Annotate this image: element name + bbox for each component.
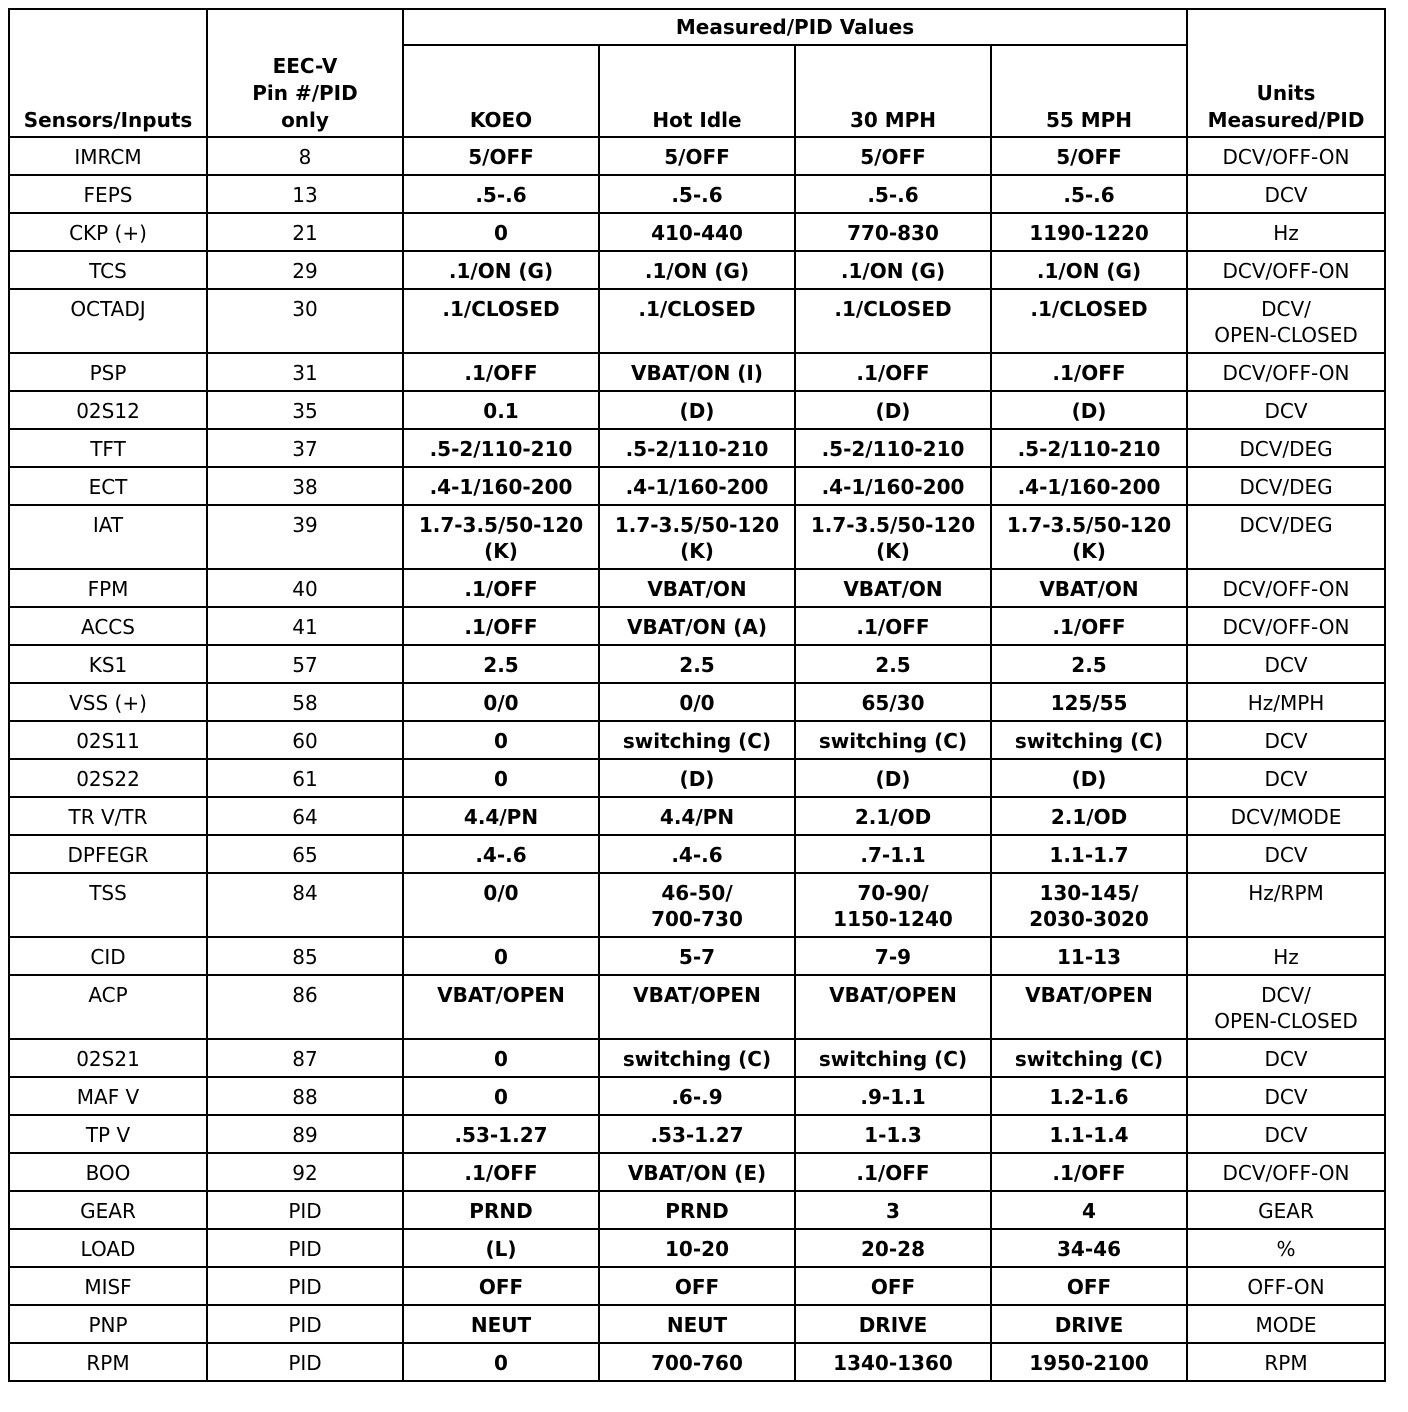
table-row bbox=[9, 1267, 1385, 1305]
cell-pin: PID bbox=[207, 1343, 403, 1381]
cell-30-mph: .1/OFF bbox=[795, 607, 991, 645]
cell-sensor: 02S22 bbox=[9, 759, 207, 797]
cell-55-mph: .1/OFF bbox=[991, 607, 1187, 645]
cell-hot-idle: 700-760 bbox=[599, 1343, 795, 1381]
cell-koeo: VBAT/OPEN bbox=[403, 975, 599, 1039]
cell-koeo: .1/ON (G) bbox=[403, 251, 599, 289]
cell-sensor: TR V/TR bbox=[9, 797, 207, 835]
cell-30-mph: 1340-1360 bbox=[795, 1343, 991, 1381]
table-row bbox=[9, 645, 1385, 683]
cell-units: DCV/OFF-ON bbox=[1187, 137, 1385, 175]
cell-units: DCV bbox=[1187, 1077, 1385, 1115]
cell-units: DCV/OFF-ON bbox=[1187, 1153, 1385, 1191]
cell-55-mph: .1/ON (G) bbox=[991, 251, 1187, 289]
cell-units: DCV/DEG bbox=[1187, 505, 1385, 569]
cell-55-mph: .5-.6 bbox=[991, 175, 1187, 213]
cell-units: DCV/OFF-ON bbox=[1187, 569, 1385, 607]
cell-koeo: 4.4/PN bbox=[403, 797, 599, 835]
cell-sensor: PSP bbox=[9, 353, 207, 391]
cell-30-mph: OFF bbox=[795, 1267, 991, 1305]
cell-sensor: LOAD bbox=[9, 1229, 207, 1267]
cell-hot-idle: 46-50/ 700-730 bbox=[599, 873, 795, 937]
cell-sensor: RPM bbox=[9, 1343, 207, 1381]
cell-koeo: .4-1/160-200 bbox=[403, 467, 599, 505]
cell-sensor: KS1 bbox=[9, 645, 207, 683]
cell-sensor: TFT bbox=[9, 429, 207, 467]
cell-55-mph: 4 bbox=[991, 1191, 1187, 1229]
cell-koeo: 2.5 bbox=[403, 645, 599, 683]
cell-pin: 88 bbox=[207, 1077, 403, 1115]
cell-units: DCV/OFF-ON bbox=[1187, 607, 1385, 645]
cell-sensor: TCS bbox=[9, 251, 207, 289]
cell-units: DCV bbox=[1187, 759, 1385, 797]
cell-koeo: 0/0 bbox=[403, 683, 599, 721]
pid-values-table-container bbox=[8, 8, 1384, 1382]
cell-sensor: FEPS bbox=[9, 175, 207, 213]
cell-pin: 84 bbox=[207, 873, 403, 937]
cell-sensor: IAT bbox=[9, 505, 207, 569]
cell-hot-idle: 5/OFF bbox=[599, 137, 795, 175]
cell-units: DCV/MODE bbox=[1187, 797, 1385, 835]
cell-30-mph: 1-1.3 bbox=[795, 1115, 991, 1153]
cell-sensor: TSS bbox=[9, 873, 207, 937]
cell-hot-idle: switching (C) bbox=[599, 1039, 795, 1077]
cell-55-mph: OFF bbox=[991, 1267, 1187, 1305]
cell-30-mph: .4-1/160-200 bbox=[795, 467, 991, 505]
cell-hot-idle: .4-1/160-200 bbox=[599, 467, 795, 505]
cell-pin: 85 bbox=[207, 937, 403, 975]
cell-55-mph: switching (C) bbox=[991, 1039, 1187, 1077]
cell-pin: 58 bbox=[207, 683, 403, 721]
cell-30-mph: .1/ON (G) bbox=[795, 251, 991, 289]
table-row bbox=[9, 213, 1385, 251]
cell-55-mph: (D) bbox=[991, 759, 1187, 797]
table-row bbox=[9, 289, 1385, 353]
cell-units: DCV bbox=[1187, 1039, 1385, 1077]
cell-pin: 57 bbox=[207, 645, 403, 683]
cell-units: DCV bbox=[1187, 721, 1385, 759]
table-row bbox=[9, 607, 1385, 645]
table-row bbox=[9, 835, 1385, 873]
cell-koeo: .5-2/110-210 bbox=[403, 429, 599, 467]
cell-pin: 41 bbox=[207, 607, 403, 645]
cell-sensor: 02S12 bbox=[9, 391, 207, 429]
cell-30-mph: .7-1.1 bbox=[795, 835, 991, 873]
cell-30-mph: VBAT/OPEN bbox=[795, 975, 991, 1039]
cell-hot-idle: 0/0 bbox=[599, 683, 795, 721]
cell-sensor: 02S11 bbox=[9, 721, 207, 759]
cell-sensor: ECT bbox=[9, 467, 207, 505]
cell-pin: 35 bbox=[207, 391, 403, 429]
cell-hot-idle: 410-440 bbox=[599, 213, 795, 251]
cell-units: GEAR bbox=[1187, 1191, 1385, 1229]
cell-30-mph: switching (C) bbox=[795, 1039, 991, 1077]
cell-koeo: .4-.6 bbox=[403, 835, 599, 873]
header-measured-pid-values: Measured/PID Values bbox=[403, 9, 1187, 45]
cell-units: DCV bbox=[1187, 835, 1385, 873]
cell-55-mph: .4-1/160-200 bbox=[991, 467, 1187, 505]
cell-55-mph: .1/OFF bbox=[991, 1153, 1187, 1191]
cell-55-mph: 5/OFF bbox=[991, 137, 1187, 175]
cell-55-mph: .1/CLOSED bbox=[991, 289, 1187, 353]
table-row bbox=[9, 505, 1385, 569]
cell-pin: 37 bbox=[207, 429, 403, 467]
cell-hot-idle: (D) bbox=[599, 759, 795, 797]
table-row bbox=[9, 429, 1385, 467]
cell-units: DCV bbox=[1187, 391, 1385, 429]
cell-units: DCV bbox=[1187, 1115, 1385, 1153]
cell-hot-idle: OFF bbox=[599, 1267, 795, 1305]
cell-55-mph: 2.5 bbox=[991, 645, 1187, 683]
cell-pin: PID bbox=[207, 1191, 403, 1229]
cell-pin: 40 bbox=[207, 569, 403, 607]
cell-sensor: FPM bbox=[9, 569, 207, 607]
table-row bbox=[9, 797, 1385, 835]
cell-55-mph: 1.2-1.6 bbox=[991, 1077, 1187, 1115]
cell-units: OFF-ON bbox=[1187, 1267, 1385, 1305]
cell-pin: 86 bbox=[207, 975, 403, 1039]
cell-30-mph: 20-28 bbox=[795, 1229, 991, 1267]
cell-30-mph: (D) bbox=[795, 391, 991, 429]
cell-pin: 31 bbox=[207, 353, 403, 391]
table-row bbox=[9, 1191, 1385, 1229]
cell-units: DCV/ OPEN-CLOSED bbox=[1187, 289, 1385, 353]
cell-55-mph: 34-46 bbox=[991, 1229, 1187, 1267]
cell-hot-idle: .1/CLOSED bbox=[599, 289, 795, 353]
cell-units: MODE bbox=[1187, 1305, 1385, 1343]
cell-pin: 92 bbox=[207, 1153, 403, 1191]
cell-sensor: MAF V bbox=[9, 1077, 207, 1115]
header-koeo: KOEO bbox=[403, 45, 599, 137]
cell-pin: PID bbox=[207, 1267, 403, 1305]
cell-hot-idle: 2.5 bbox=[599, 645, 795, 683]
cell-sensor: OCTADJ bbox=[9, 289, 207, 353]
cell-units: RPM bbox=[1187, 1343, 1385, 1381]
cell-sensor: ACP bbox=[9, 975, 207, 1039]
cell-30-mph: switching (C) bbox=[795, 721, 991, 759]
cell-55-mph: 11-13 bbox=[991, 937, 1187, 975]
cell-30-mph: 65/30 bbox=[795, 683, 991, 721]
cell-55-mph: VBAT/ON bbox=[991, 569, 1187, 607]
cell-pin: PID bbox=[207, 1229, 403, 1267]
cell-koeo: 0 bbox=[403, 1077, 599, 1115]
cell-55-mph: 125/55 bbox=[991, 683, 1187, 721]
cell-koeo: 0 bbox=[403, 759, 599, 797]
cell-55-mph: .1/OFF bbox=[991, 353, 1187, 391]
cell-koeo: .1/CLOSED bbox=[403, 289, 599, 353]
cell-pin: 29 bbox=[207, 251, 403, 289]
cell-koeo: .53-1.27 bbox=[403, 1115, 599, 1153]
cell-30-mph: 3 bbox=[795, 1191, 991, 1229]
cell-units: DCV/OFF-ON bbox=[1187, 353, 1385, 391]
table-row bbox=[9, 1153, 1385, 1191]
cell-55-mph: 1.1-1.7 bbox=[991, 835, 1187, 873]
table-row bbox=[9, 1305, 1385, 1343]
cell-30-mph: 5/OFF bbox=[795, 137, 991, 175]
cell-units: DCV/OFF-ON bbox=[1187, 251, 1385, 289]
table-body bbox=[9, 137, 1385, 1381]
cell-koeo: 0 bbox=[403, 721, 599, 759]
cell-koeo: 0 bbox=[403, 213, 599, 251]
cell-koeo: OFF bbox=[403, 1267, 599, 1305]
cell-pin: 8 bbox=[207, 137, 403, 175]
cell-hot-idle: .5-2/110-210 bbox=[599, 429, 795, 467]
cell-30-mph: .1/OFF bbox=[795, 353, 991, 391]
table-row bbox=[9, 873, 1385, 937]
cell-sensor: ACCS bbox=[9, 607, 207, 645]
cell-sensor: IMRCM bbox=[9, 137, 207, 175]
cell-sensor: MISF bbox=[9, 1267, 207, 1305]
cell-koeo: (L) bbox=[403, 1229, 599, 1267]
cell-hot-idle: .4-.6 bbox=[599, 835, 795, 873]
cell-pin: PID bbox=[207, 1305, 403, 1343]
cell-30-mph: DRIVE bbox=[795, 1305, 991, 1343]
cell-30-mph: .5-.6 bbox=[795, 175, 991, 213]
cell-koeo: 0/0 bbox=[403, 873, 599, 937]
cell-units: Hz bbox=[1187, 937, 1385, 975]
cell-hot-idle: 1.7-3.5/50-120 (K) bbox=[599, 505, 795, 569]
cell-units: Hz bbox=[1187, 213, 1385, 251]
cell-55-mph: .5-2/110-210 bbox=[991, 429, 1187, 467]
table-row bbox=[9, 975, 1385, 1039]
header-30-mph: 30 MPH bbox=[795, 45, 991, 137]
cell-55-mph: 130-145/ 2030-3020 bbox=[991, 873, 1187, 937]
cell-pin: 61 bbox=[207, 759, 403, 797]
cell-55-mph: VBAT/OPEN bbox=[991, 975, 1187, 1039]
cell-sensor: TP V bbox=[9, 1115, 207, 1153]
table-row bbox=[9, 467, 1385, 505]
cell-hot-idle: (D) bbox=[599, 391, 795, 429]
cell-pin: 89 bbox=[207, 1115, 403, 1153]
cell-30-mph: VBAT/ON bbox=[795, 569, 991, 607]
cell-koeo: 1.7-3.5/50-120 (K) bbox=[403, 505, 599, 569]
table-row bbox=[9, 137, 1385, 175]
cell-hot-idle: .6-.9 bbox=[599, 1077, 795, 1115]
cell-30-mph: 1.7-3.5/50-120 (K) bbox=[795, 505, 991, 569]
cell-30-mph: (D) bbox=[795, 759, 991, 797]
cell-sensor: PNP bbox=[9, 1305, 207, 1343]
cell-30-mph: .1/CLOSED bbox=[795, 289, 991, 353]
cell-pin: 64 bbox=[207, 797, 403, 835]
cell-pin: 38 bbox=[207, 467, 403, 505]
cell-sensor: GEAR bbox=[9, 1191, 207, 1229]
cell-pin: 60 bbox=[207, 721, 403, 759]
cell-30-mph: 770-830 bbox=[795, 213, 991, 251]
header-hot-idle: Hot Idle bbox=[599, 45, 795, 137]
header-55-mph: 55 MPH bbox=[991, 45, 1187, 137]
cell-30-mph: 2.5 bbox=[795, 645, 991, 683]
table-row bbox=[9, 1343, 1385, 1381]
cell-55-mph: switching (C) bbox=[991, 721, 1187, 759]
cell-koeo: 0 bbox=[403, 1343, 599, 1381]
cell-koeo: 0 bbox=[403, 1039, 599, 1077]
header-units-measured: Units Measured/PID bbox=[1187, 9, 1385, 137]
cell-koeo: .5-.6 bbox=[403, 175, 599, 213]
cell-hot-idle: 5-7 bbox=[599, 937, 795, 975]
cell-koeo: .1/OFF bbox=[403, 607, 599, 645]
cell-units: DCV/DEG bbox=[1187, 467, 1385, 505]
cell-units: DCV/ OPEN-CLOSED bbox=[1187, 975, 1385, 1039]
cell-koeo: NEUT bbox=[403, 1305, 599, 1343]
cell-pin: 21 bbox=[207, 213, 403, 251]
cell-hot-idle: PRND bbox=[599, 1191, 795, 1229]
cell-55-mph: 2.1/OD bbox=[991, 797, 1187, 835]
table-row bbox=[9, 1115, 1385, 1153]
cell-units: DCV bbox=[1187, 645, 1385, 683]
cell-hot-idle: VBAT/OPEN bbox=[599, 975, 795, 1039]
table-row bbox=[9, 251, 1385, 289]
table-row bbox=[9, 1039, 1385, 1077]
cell-sensor: CID bbox=[9, 937, 207, 975]
cell-sensor: BOO bbox=[9, 1153, 207, 1191]
cell-hot-idle: VBAT/ON (I) bbox=[599, 353, 795, 391]
cell-hot-idle: NEUT bbox=[599, 1305, 795, 1343]
cell-sensor: CKP (+) bbox=[9, 213, 207, 251]
cell-30-mph: .5-2/110-210 bbox=[795, 429, 991, 467]
cell-55-mph: 1.1-1.4 bbox=[991, 1115, 1187, 1153]
table-row bbox=[9, 569, 1385, 607]
cell-hot-idle: 10-20 bbox=[599, 1229, 795, 1267]
cell-hot-idle: .1/ON (G) bbox=[599, 251, 795, 289]
table-row bbox=[9, 937, 1385, 975]
header-sensors-inputs: Sensors/Inputs bbox=[9, 9, 207, 137]
cell-pin: 39 bbox=[207, 505, 403, 569]
cell-units: DCV/DEG bbox=[1187, 429, 1385, 467]
cell-units: Hz/RPM bbox=[1187, 873, 1385, 937]
cell-55-mph: 1190-1220 bbox=[991, 213, 1187, 251]
cell-30-mph: 7-9 bbox=[795, 937, 991, 975]
cell-55-mph: 1.7-3.5/50-120 (K) bbox=[991, 505, 1187, 569]
table-row bbox=[9, 683, 1385, 721]
table-row bbox=[9, 391, 1385, 429]
cell-hot-idle: switching (C) bbox=[599, 721, 795, 759]
header-pin-pid: EEC-V Pin #/PID only bbox=[207, 9, 403, 137]
cell-30-mph: 2.1/OD bbox=[795, 797, 991, 835]
cell-units: DCV bbox=[1187, 175, 1385, 213]
table-row bbox=[9, 759, 1385, 797]
cell-sensor: VSS (+) bbox=[9, 683, 207, 721]
cell-koeo: 0.1 bbox=[403, 391, 599, 429]
cell-units: Hz/MPH bbox=[1187, 683, 1385, 721]
cell-sensor: DPFEGR bbox=[9, 835, 207, 873]
cell-55-mph: (D) bbox=[991, 391, 1187, 429]
cell-55-mph: 1950-2100 bbox=[991, 1343, 1187, 1381]
cell-hot-idle: .53-1.27 bbox=[599, 1115, 795, 1153]
cell-pin: 13 bbox=[207, 175, 403, 213]
table-row bbox=[9, 1077, 1385, 1115]
pid-values-table bbox=[8, 8, 1386, 1382]
cell-30-mph: .1/OFF bbox=[795, 1153, 991, 1191]
cell-pin: 30 bbox=[207, 289, 403, 353]
table-header bbox=[9, 9, 1385, 137]
cell-koeo: PRND bbox=[403, 1191, 599, 1229]
cell-hot-idle: 4.4/PN bbox=[599, 797, 795, 835]
cell-hot-idle: VBAT/ON bbox=[599, 569, 795, 607]
table-row bbox=[9, 175, 1385, 213]
cell-koeo: 5/OFF bbox=[403, 137, 599, 175]
cell-55-mph: DRIVE bbox=[991, 1305, 1187, 1343]
cell-30-mph: .9-1.1 bbox=[795, 1077, 991, 1115]
cell-sensor: 02S21 bbox=[9, 1039, 207, 1077]
cell-pin: 87 bbox=[207, 1039, 403, 1077]
cell-hot-idle: .5-.6 bbox=[599, 175, 795, 213]
cell-koeo: .1/OFF bbox=[403, 1153, 599, 1191]
cell-units: % bbox=[1187, 1229, 1385, 1267]
cell-koeo: .1/OFF bbox=[403, 353, 599, 391]
cell-hot-idle: VBAT/ON (E) bbox=[599, 1153, 795, 1191]
cell-koeo: .1/OFF bbox=[403, 569, 599, 607]
cell-pin: 65 bbox=[207, 835, 403, 873]
cell-hot-idle: VBAT/ON (A) bbox=[599, 607, 795, 645]
cell-30-mph: 70-90/ 1150-1240 bbox=[795, 873, 991, 937]
table-row bbox=[9, 721, 1385, 759]
cell-koeo: 0 bbox=[403, 937, 599, 975]
table-row bbox=[9, 1229, 1385, 1267]
table-row bbox=[9, 353, 1385, 391]
